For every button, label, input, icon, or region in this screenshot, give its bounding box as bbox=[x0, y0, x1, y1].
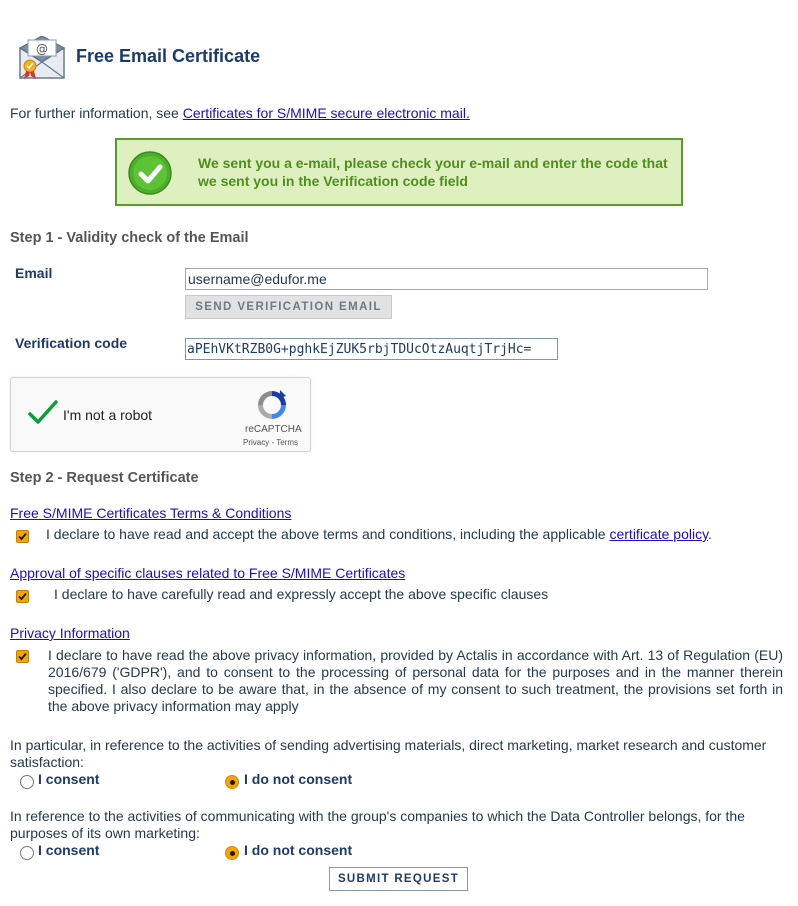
certificate-policy-link[interactable]: certificate policy bbox=[609, 526, 709, 542]
consent2-no-radio[interactable] bbox=[225, 846, 239, 860]
check-circle-icon bbox=[128, 151, 172, 195]
verification-code-field[interactable] bbox=[185, 338, 558, 360]
checkmark-icon bbox=[17, 591, 28, 602]
recaptcha-checkmark-icon[interactable] bbox=[27, 399, 59, 427]
consent1-yes-label[interactable]: I consent bbox=[38, 771, 100, 787]
recaptcha-privacy-link[interactable]: Privacy bbox=[243, 438, 270, 447]
consent1-yes-radio[interactable] bbox=[20, 775, 34, 789]
info-prefix: For further information, see bbox=[10, 105, 183, 121]
consent2-yes-label[interactable]: I consent bbox=[38, 842, 100, 858]
verification-notice bbox=[115, 138, 683, 206]
smime-info-link[interactable]: Certificates for S/MIME secure electronic mail. bbox=[182, 105, 470, 121]
notice-text: We sent you a e-mail, please check your e-mail and enter the code that we sent you in the Verification code field bbox=[198, 155, 668, 189]
terms-declaration-text: I declare to have read and accept the above terms and conditions, including the applicable bbox=[46, 526, 610, 542]
consent1-question: In particular, in reference to the activities of sending advertising materials, direct marketing, market research and customer satisfaction: bbox=[10, 737, 767, 770]
recaptcha-label: I'm not a robot bbox=[63, 407, 153, 423]
recaptcha-logo-icon bbox=[255, 388, 289, 422]
clauses-declaration: I declare to have carefully read and expressly accept the above specific clauses bbox=[54, 586, 549, 602]
info-line bbox=[10, 105, 470, 121]
consent2-no-label[interactable]: I do not consent bbox=[244, 842, 353, 858]
checkmark-icon bbox=[17, 531, 28, 542]
terms-declaration bbox=[46, 526, 712, 543]
privacy-checkbox[interactable] bbox=[16, 650, 29, 663]
recaptcha-widget bbox=[10, 377, 311, 452]
consent1-no-label[interactable]: I do not consent bbox=[244, 771, 353, 787]
verification-code-label: Verification code bbox=[15, 335, 128, 351]
page-title: Free Email Certificate bbox=[76, 46, 261, 66]
submit-request-button[interactable]: SUBMIT REQUEST bbox=[329, 867, 468, 891]
specific-clauses-link[interactable]: Approval of specific clauses related to Free S/MIME Certificates bbox=[10, 565, 406, 581]
clauses-checkbox[interactable] bbox=[16, 590, 29, 603]
checkmark-icon bbox=[17, 651, 28, 662]
recaptcha-links bbox=[243, 438, 298, 447]
consent2-yes-radio[interactable] bbox=[20, 846, 34, 860]
step2-title: Step 2 - Request Certificate bbox=[10, 470, 199, 486]
privacy-declaration: I declare to have read the above privacy information, provided by Actalis in accordance with Art. 13 of Regulation (EU) 2016/679 ('GDPR'), and to consent to the processing of personal data for the purposes and in the manner therein specified. I also declare to be aware that, in the absence of my consent to such treatment, the provisions set forth in the above privacy information may apply bbox=[48, 647, 783, 714]
terms-declaration-end: . bbox=[708, 526, 712, 542]
consent2-question: In reference to the activities of communicating with the group's companies to which the Data Controller belongs, for the purposes of its own marketing: bbox=[10, 808, 745, 841]
recaptcha-link-separator: - bbox=[269, 438, 277, 447]
svg-text:@: @ bbox=[36, 42, 48, 56]
email-certificate-icon bbox=[18, 36, 68, 80]
recaptcha-terms-link[interactable]: Terms bbox=[276, 438, 298, 447]
recaptcha-brand: reCAPTCHA bbox=[245, 424, 302, 435]
consent1-no-radio[interactable] bbox=[225, 775, 239, 789]
step1-title: Step 1 - Validity check of the Email bbox=[10, 230, 249, 246]
terms-conditions-link[interactable]: Free S/MIME Certificates Terms & Conditions bbox=[10, 505, 292, 521]
email-label: Email bbox=[15, 265, 53, 281]
terms-checkbox[interactable] bbox=[16, 530, 29, 543]
email-field[interactable] bbox=[185, 268, 708, 290]
privacy-information-link[interactable]: Privacy Information bbox=[10, 625, 130, 641]
send-verification-email-button[interactable]: SEND VERIFICATION EMAIL bbox=[185, 295, 392, 319]
